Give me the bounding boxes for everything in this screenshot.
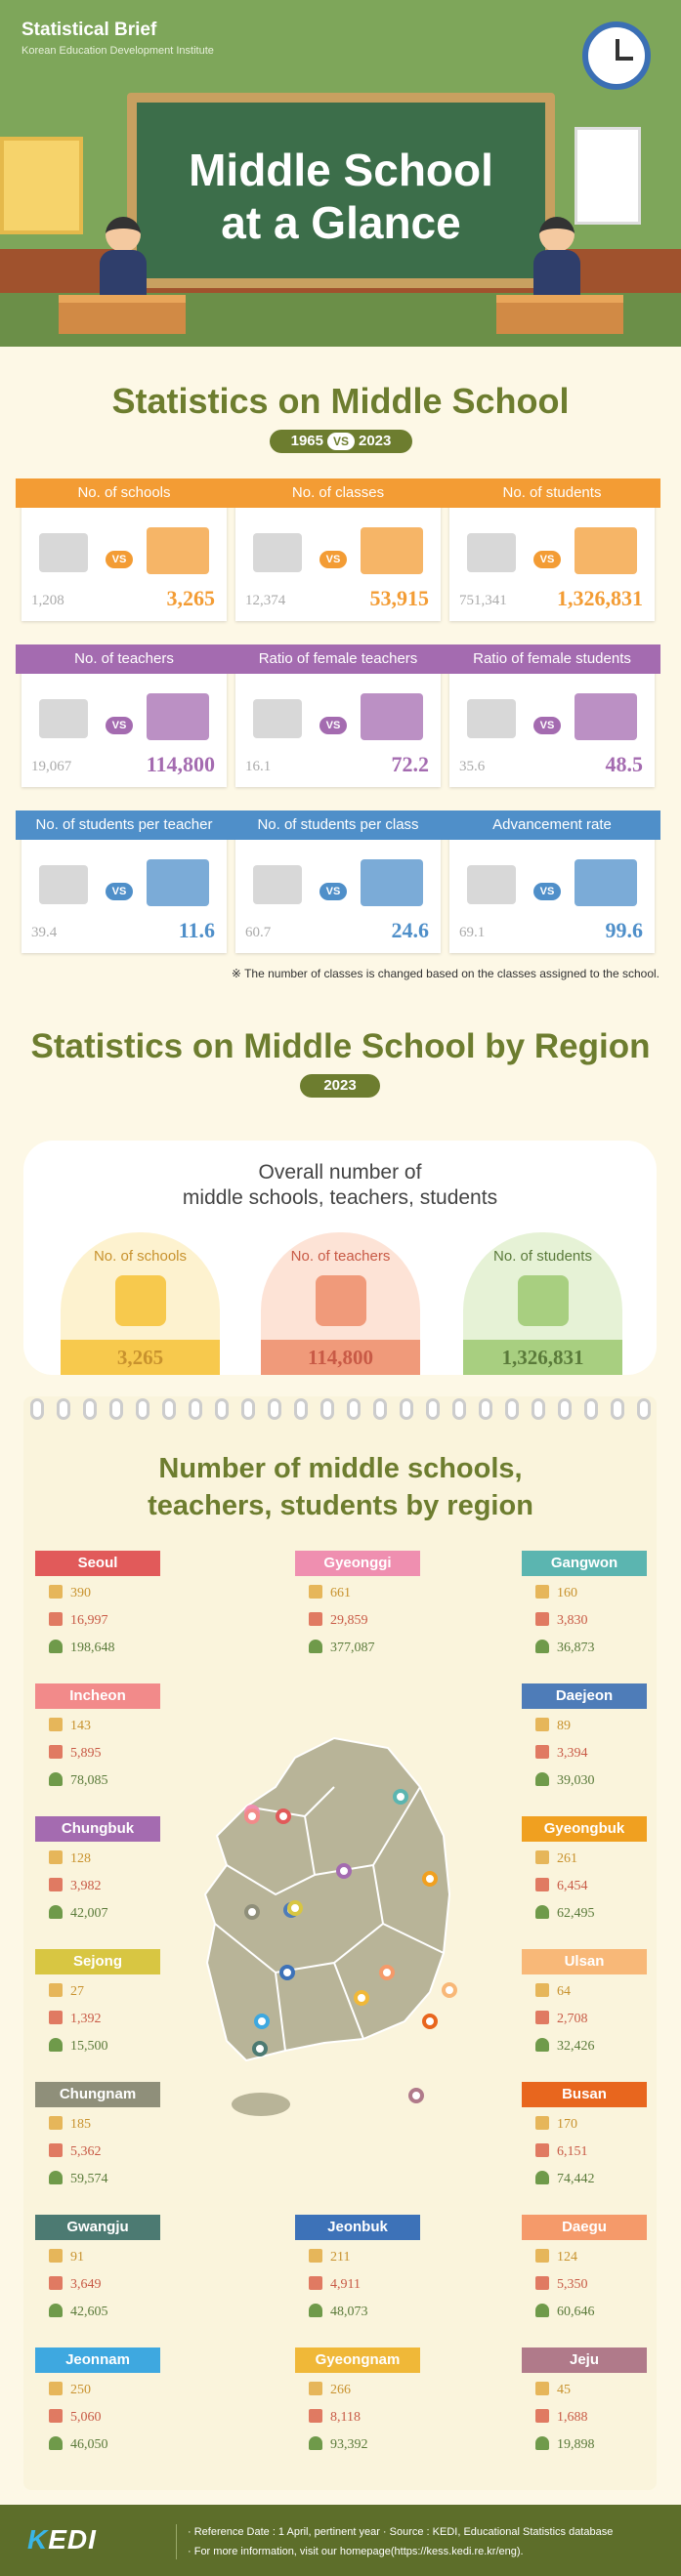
region-card-incheon — [35, 1683, 160, 1810]
teacher-icon — [49, 2409, 63, 2423]
map-pin-gyeongbuk — [422, 1871, 438, 1887]
stat-present-icon — [147, 859, 209, 906]
region-title — [0, 1450, 681, 1524]
region-name: Gyeongbuk — [522, 1816, 647, 1842]
region-card-daegu — [522, 2215, 647, 2342]
teacher-icon — [535, 1745, 549, 1759]
stat-card-header: No. of students per class — [230, 810, 447, 840]
overall-card — [261, 1232, 420, 1375]
teacher-icon — [535, 1612, 549, 1626]
hero-banner — [0, 0, 681, 347]
stat-present-icon — [361, 693, 423, 740]
stat-past-icon — [467, 699, 516, 738]
map-pin-sejong — [287, 1900, 303, 1916]
region-card-daejeon — [522, 1683, 647, 1810]
student-icon — [309, 2304, 322, 2317]
stat-value-2023: 53,915 — [369, 586, 429, 610]
stat-value-1965: 69.1 — [459, 925, 486, 940]
region-students: 42,605 — [49, 2303, 108, 2322]
region-teachers: 4,911 — [309, 2275, 361, 2295]
stat-present-icon — [575, 859, 637, 906]
region-schools: 250 — [49, 2381, 91, 2400]
stat-card — [235, 484, 441, 621]
school-icon — [49, 1850, 63, 1864]
student-icon — [535, 2304, 549, 2317]
stat-value-2023: 114,800 — [146, 752, 215, 776]
region-title-line-2: teachers, students by region — [148, 1490, 533, 1521]
vs-badge: VS — [319, 551, 347, 568]
student-icon — [535, 1905, 549, 1919]
school-icon — [535, 2382, 549, 2395]
map-pin-chungbuk — [336, 1863, 352, 1879]
year-from: 1965 — [290, 433, 323, 449]
year-to: 2023 — [359, 433, 392, 449]
map-pin-busan — [422, 2014, 438, 2029]
teacher-icon — [535, 2143, 549, 2157]
region-schools: 266 — [309, 2381, 351, 2400]
school-icon — [535, 1983, 549, 1997]
region-schools: 661 — [309, 1584, 351, 1603]
region-name: Daegu — [522, 2215, 647, 2240]
student-icon — [49, 1772, 63, 1786]
classes-note: ※ The number of classes is changed based on the classes assigned to the school. — [231, 967, 660, 980]
overall-title-line-2: middle schools, teachers, students — [182, 1186, 498, 1209]
region-students: 78,085 — [49, 1771, 108, 1791]
desk-left — [59, 295, 186, 334]
region-students: 60,646 — [535, 2303, 595, 2322]
region-name: Chungbuk — [35, 1816, 160, 1842]
overall-title — [23, 1160, 657, 1211]
region-card-gyeonggi — [295, 1551, 420, 1678]
vs-badge: VS — [319, 883, 347, 900]
stat-present-icon — [147, 527, 209, 574]
stat-card — [21, 650, 227, 787]
region-schools: 211 — [309, 2248, 350, 2267]
map-pin-incheon — [244, 1808, 260, 1824]
region-name: Ulsan — [522, 1949, 647, 1974]
vs-badge: VS — [533, 883, 561, 900]
stat-card — [449, 650, 655, 787]
region-card-jeonnam — [35, 2347, 160, 2474]
region-schools: 64 — [535, 1982, 571, 2002]
teacher-icon — [49, 2143, 63, 2157]
student-icon — [535, 1772, 549, 1786]
region-teachers: 3,982 — [49, 1877, 102, 1896]
institute-label: Korean Education Development Institute — [21, 45, 214, 57]
stat-card — [449, 484, 655, 621]
region-card-chungnam — [35, 2082, 160, 2209]
region-name: Daejeon — [522, 1683, 647, 1709]
page-title — [137, 144, 545, 249]
region-students: 32,426 — [535, 2037, 595, 2057]
stat-value-1965: 1,208 — [31, 593, 64, 608]
stat-card-header: No. of schools — [16, 478, 233, 508]
stat-value-1965: 35.6 — [459, 759, 486, 774]
region-name: Incheon — [35, 1683, 160, 1709]
region-name: Jeonnam — [35, 2347, 160, 2373]
title-line-2: at a Glance — [221, 197, 461, 248]
teacher-icon — [49, 2011, 63, 2024]
teacher-icon — [535, 2276, 549, 2290]
stat-present-icon — [147, 693, 209, 740]
stat-card — [235, 816, 441, 953]
school-icon — [309, 1585, 322, 1599]
student-icon — [535, 2436, 549, 2450]
school-icon — [535, 2116, 549, 2130]
region-students: 74,442 — [535, 2170, 595, 2189]
student-icon — [535, 1640, 549, 1653]
school-icon — [309, 2249, 322, 2263]
region-schools: 170 — [535, 2115, 577, 2135]
teacher-icon — [309, 2276, 322, 2290]
overall-label: No. of schools — [93, 1248, 188, 1265]
region-teachers: 1,688 — [535, 2408, 588, 2428]
region-teachers: 3,830 — [535, 1611, 588, 1631]
stat-value-2023: 3,265 — [166, 586, 215, 610]
region-students: 62,495 — [535, 1904, 595, 1924]
region-teachers: 6,454 — [535, 1877, 588, 1896]
stat-present-icon — [361, 527, 423, 574]
region-name: Gyeongnam — [295, 2347, 420, 2373]
region-name: Busan — [522, 2082, 647, 2107]
overall-card — [61, 1232, 220, 1375]
stat-value-2023: 48.5 — [605, 752, 643, 776]
vs-badge: VS — [533, 717, 561, 734]
poster-right — [575, 127, 641, 225]
school-icon — [49, 2116, 63, 2130]
region-schools: 89 — [535, 1717, 571, 1736]
teacher-icon — [49, 1612, 63, 1626]
overall-icon — [518, 1275, 569, 1326]
footer-homepage: · For more information, visit our homepage(https://kess.kedi.re.kr/eng). — [188, 2546, 524, 2557]
stat-present-icon — [575, 527, 637, 574]
region-students: 377,087 — [309, 1639, 375, 1658]
vs-badge: VS — [327, 433, 355, 450]
overall-icon — [316, 1275, 366, 1326]
region-schools: 390 — [49, 1584, 91, 1603]
notebook-rings — [23, 1398, 657, 1418]
region-schools: 91 — [49, 2248, 84, 2267]
stat-value-2023: 11.6 — [178, 918, 215, 942]
region-students: 19,898 — [535, 2435, 595, 2455]
overall-label: No. of students — [493, 1248, 592, 1265]
region-teachers: 1,392 — [49, 2010, 102, 2029]
region-teachers: 5,060 — [49, 2408, 102, 2428]
teacher-icon — [49, 1745, 63, 1759]
stat-present-icon — [361, 859, 423, 906]
stat-card — [21, 816, 227, 953]
region-title-line-1: Number of middle schools, — [158, 1453, 523, 1484]
region-teachers: 6,151 — [535, 2142, 588, 2162]
region-name: Chungnam — [35, 2082, 160, 2107]
region-name: Gyeonggi — [295, 1551, 420, 1576]
stat-value-2023: 72.2 — [391, 752, 429, 776]
school-icon — [49, 1983, 63, 1997]
map-pin-gyeongnam — [354, 1990, 369, 2006]
stat-value-1965: 39.4 — [31, 925, 58, 940]
region-card-jeju — [522, 2347, 647, 2474]
region-name: Gangwon — [522, 1551, 647, 1576]
stat-card — [21, 484, 227, 621]
school-icon — [535, 1718, 549, 1731]
poster-left — [0, 137, 83, 234]
stat-past-icon — [39, 533, 88, 572]
student-icon — [309, 1640, 322, 1653]
stat-past-icon — [467, 865, 516, 904]
region-students: 15,500 — [49, 2037, 108, 2057]
region-teachers: 5,350 — [535, 2275, 588, 2295]
map-pin-daegu — [379, 1965, 395, 1980]
region-teachers: 3,649 — [49, 2275, 102, 2295]
stat-past-icon — [253, 865, 302, 904]
student-icon — [49, 1905, 63, 1919]
stat-card-header: No. of students — [444, 478, 660, 508]
school-icon — [49, 1718, 63, 1731]
map-pin-jeju — [408, 2088, 424, 2103]
teacher-icon — [535, 1878, 549, 1891]
student-icon — [49, 2304, 63, 2317]
footer-reference: · Reference Date : 1 April, pertinent year · Source : KEDI, Educational Statistics database — [188, 2526, 614, 2538]
region-teachers: 5,362 — [49, 2142, 102, 2162]
student-icon — [49, 2171, 63, 2184]
vs-badge: VS — [106, 551, 133, 568]
stat-past-icon — [253, 533, 302, 572]
stat-card-header: Ratio of female students — [444, 644, 660, 674]
vs-badge: VS — [106, 717, 133, 734]
map-pin-ulsan — [442, 1982, 457, 1998]
school-icon — [535, 1585, 549, 1599]
overall-value: 3,265 — [61, 1340, 220, 1375]
map-pin-seoul — [276, 1808, 291, 1824]
region-teachers: 2,708 — [535, 2010, 588, 2029]
brief-label: Statistical Brief — [21, 20, 157, 40]
stat-value-2023: 99.6 — [605, 918, 643, 942]
region-name: Gwangju — [35, 2215, 160, 2240]
region-name: Jeonbuk — [295, 2215, 420, 2240]
region-name: Seoul — [35, 1551, 160, 1576]
region-students: 42,007 — [49, 1904, 108, 1924]
overall-value: 114,800 — [261, 1340, 420, 1375]
overall-card — [463, 1232, 622, 1375]
teacher-icon — [535, 2409, 549, 2423]
stat-past-icon — [253, 699, 302, 738]
school-icon — [49, 1585, 63, 1599]
region-name: Sejong — [35, 1949, 160, 1974]
stat-value-2023: 1,326,831 — [557, 586, 643, 610]
region-card-ulsan — [522, 1949, 647, 2076]
region-card-gwangju — [35, 2215, 160, 2342]
map-pin-jeonnam — [254, 2014, 270, 2029]
title-line-1: Middle School — [189, 145, 493, 195]
region-card-seoul — [35, 1551, 160, 1678]
teacher-icon — [49, 1878, 63, 1891]
teacher-icon — [535, 2011, 549, 2024]
kedi-logo: KEDI — [27, 2524, 97, 2555]
male-student-illustration — [94, 217, 152, 295]
stat-value-1965: 19,067 — [31, 759, 72, 774]
section2-title: Statistics on Middle School by Region — [30, 1027, 651, 1065]
school-icon — [535, 2249, 549, 2263]
teacher-icon — [309, 2409, 322, 2423]
region-card-busan — [522, 2082, 647, 2209]
student-icon — [49, 1640, 63, 1653]
chalkboard — [127, 93, 555, 288]
region-schools: 124 — [535, 2248, 577, 2267]
school-icon — [49, 2382, 63, 2395]
section1-title: Statistics on Middle School — [111, 381, 570, 421]
map-pin-chungnam — [244, 1904, 260, 1920]
stat-value-1965: 16.1 — [245, 759, 272, 774]
school-icon — [309, 2382, 322, 2395]
region-students: 93,392 — [309, 2435, 368, 2455]
region-name: Jeju — [522, 2347, 647, 2373]
region-schools: 45 — [535, 2381, 571, 2400]
region-schools: 261 — [535, 1849, 577, 1869]
student-icon — [49, 2436, 63, 2450]
overall-label: No. of teachers — [290, 1248, 391, 1265]
vs-badge: VS — [106, 883, 133, 900]
map-pin-gangwon — [393, 1789, 408, 1805]
desk-right — [496, 295, 623, 334]
map-pin-jeonbuk — [279, 1965, 295, 1980]
stat-card — [449, 816, 655, 953]
region-students: 39,030 — [535, 1771, 595, 1791]
teacher-icon — [309, 1612, 322, 1626]
region-year-pill: 2023 — [300, 1074, 380, 1098]
stat-value-2023: 24.6 — [391, 918, 429, 942]
region-students: 59,574 — [49, 2170, 108, 2189]
region-schools: 27 — [49, 1982, 84, 2002]
region-schools: 128 — [49, 1849, 91, 1869]
stat-card-header: No. of classes — [230, 478, 447, 508]
region-students: 46,050 — [49, 2435, 108, 2455]
footer — [0, 2505, 681, 2576]
region-teachers: 3,394 — [535, 1744, 588, 1764]
stat-value-1965: 12,374 — [245, 593, 286, 608]
stat-present-icon — [575, 693, 637, 740]
stat-card-header: Advancement rate — [444, 810, 660, 840]
region-teachers: 16,997 — [49, 1611, 108, 1631]
region-card-gyeongbuk — [522, 1816, 647, 1943]
teacher-icon — [49, 2276, 63, 2290]
region-students: 198,648 — [49, 1639, 115, 1658]
region-teachers: 29,859 — [309, 1611, 368, 1631]
region-card-gangwon — [522, 1551, 647, 1678]
overall-icon — [115, 1275, 166, 1326]
stat-card — [235, 650, 441, 787]
korea-map — [188, 1728, 481, 2119]
stat-card-header: No. of teachers — [16, 644, 233, 674]
region-students: 48,073 — [309, 2303, 368, 2322]
region-card-sejong — [35, 1949, 160, 2076]
stat-card-header: No. of students per teacher — [16, 810, 233, 840]
region-schools: 185 — [49, 2115, 91, 2135]
stat-past-icon — [39, 699, 88, 738]
region-card-gyeongnam — [295, 2347, 420, 2474]
year-comparison-pill — [270, 430, 412, 453]
region-schools: 143 — [49, 1717, 91, 1736]
student-icon — [535, 2038, 549, 2052]
region-schools: 160 — [535, 1584, 577, 1603]
student-icon — [309, 2436, 322, 2450]
stat-value-1965: 60.7 — [245, 925, 272, 940]
footer-separator — [176, 2524, 177, 2559]
stat-card-header: Ratio of female teachers — [230, 644, 447, 674]
student-icon — [49, 2038, 63, 2052]
school-icon — [49, 2249, 63, 2263]
vs-badge: VS — [533, 551, 561, 568]
stat-past-icon — [467, 533, 516, 572]
stat-value-1965: 751,341 — [459, 593, 507, 608]
student-icon — [535, 2171, 549, 2184]
stat-past-icon — [39, 865, 88, 904]
overall-title-line-1: Overall number of — [258, 1161, 422, 1184]
map-pin-gwangju — [252, 2041, 268, 2057]
region-teachers: 5,895 — [49, 1744, 102, 1764]
overall-value: 1,326,831 — [463, 1340, 622, 1375]
region-students: 36,873 — [535, 1639, 595, 1658]
female-student-illustration — [528, 217, 586, 295]
vs-badge: VS — [319, 717, 347, 734]
clock-icon — [582, 21, 651, 90]
region-card-jeonbuk — [295, 2215, 420, 2342]
school-icon — [535, 1850, 549, 1864]
region-card-chungbuk — [35, 1816, 160, 1943]
region-teachers: 8,118 — [309, 2408, 361, 2428]
